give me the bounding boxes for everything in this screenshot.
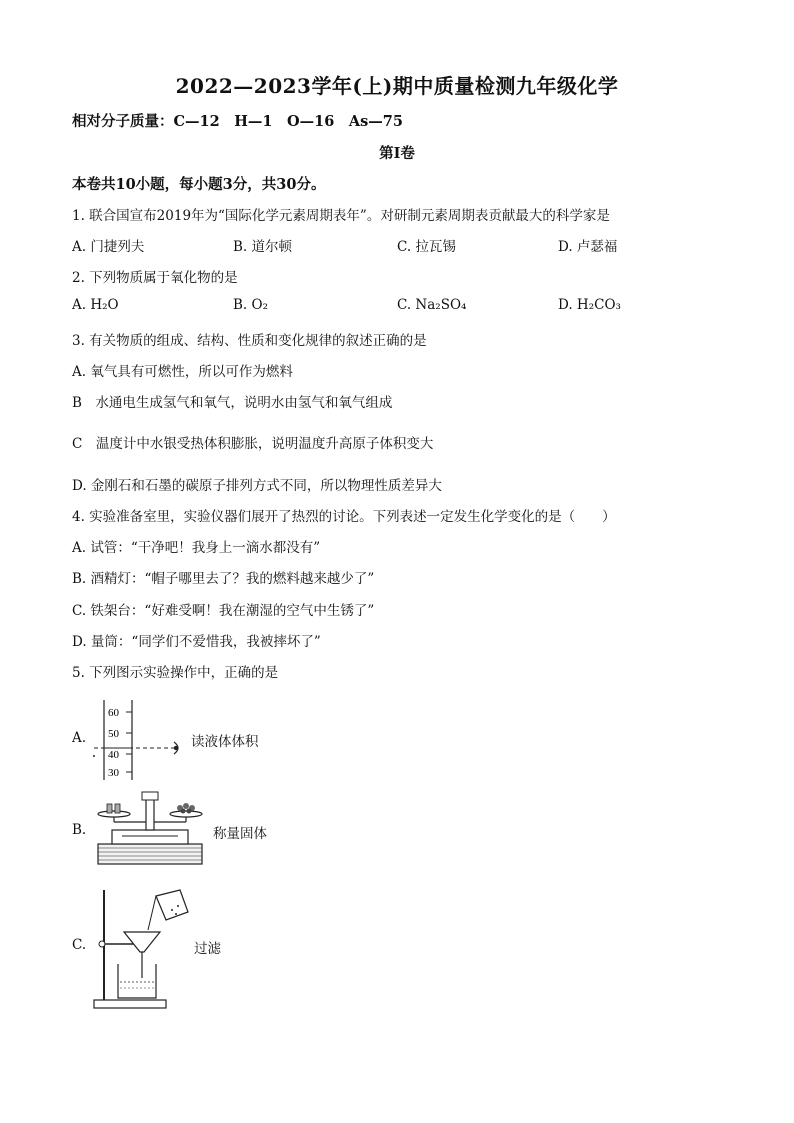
q4-option-a: A. 试管：“干净吧！我身上一滴水都没有” — [72, 540, 321, 556]
volume-heading: 第I卷 — [379, 145, 415, 162]
q5-option-a-caption: 读液体体积 — [191, 734, 259, 750]
beaker-icon — [118, 964, 156, 998]
q4-option-d: D. 量筒：“同学们不爱惜我，我被摔坏了” — [72, 634, 321, 650]
q5-option-b-caption: 称量固体 — [213, 826, 267, 842]
q2-option-a: A. H₂O — [72, 297, 119, 313]
q3-stem: 3. 有关物质的组成、结构、性质和变化规律的叙述正确的是 — [72, 333, 427, 349]
q5-option-c-caption: 过滤 — [194, 941, 221, 957]
q2-option-d: D. H₂CO₃ — [558, 297, 621, 313]
molecular-masses: 相对分子质量：C—12 H—1 O—16 As—75 — [72, 113, 403, 130]
tick-60: 60 — [108, 707, 119, 719]
q1-option-b: B. 道尔顿 — [233, 239, 293, 255]
tick-30: 30 — [108, 767, 119, 779]
q2-stem: 2. 下列物质属于氧化物的是 — [72, 270, 238, 286]
cylinder-reading-figure — [90, 698, 200, 782]
page-title: 2022—2023学年(上)期中质量检测九年级化学 — [175, 74, 619, 98]
q5-stem: 5. 下列图示实验操作中，正确的是 — [72, 665, 279, 681]
q4-option-c: C. 铁架台：“好难受啊！我在潮湿的空气中生锈了” — [72, 603, 375, 619]
q5-option-a-letter: A. — [72, 730, 87, 746]
q3-option-c: C 温度计中水银受热体积膨胀，说明温度升高原子体积变大 — [72, 436, 434, 452]
balance-figure — [94, 790, 206, 868]
q5-option-c-letter: C. — [72, 937, 87, 953]
q1-option-a: A. 门捷列夫 — [72, 239, 145, 255]
filtration-figure — [90, 886, 200, 1010]
tick-50: 50 — [108, 728, 119, 740]
weight-icon — [107, 804, 112, 813]
q3-option-b: B 水通电生成氢气和氧气，说明水由氢气和氧气组成 — [72, 395, 393, 411]
q1-stem: 1. 联合国宣布2019年为“国际化学元素周期表年”。对研制元素周期表贡献最大的科学家是 — [72, 208, 610, 224]
q3-option-a: A. 氧气具有可燃性，所以可作为燃料 — [72, 364, 293, 380]
q4-option-b: B. 酒精灯：“帽子哪里去了？我的燃料越来越少了” — [72, 571, 375, 587]
q4-stem: 4. 实验准备室里，实验仪器们展开了热烈的讨论。下列表述一定发生化学变化的是（ ） — [72, 509, 616, 525]
q5-option-b-letter: B. — [72, 822, 87, 838]
q3-option-d: D. 金刚石和石墨的碳原子排列方式不同，所以物理性质差异大 — [72, 478, 442, 494]
q2-option-b: B. O₂ — [233, 297, 268, 313]
funnel-icon — [124, 932, 160, 952]
q2-option-c: C. Na₂SO₄ — [397, 297, 467, 313]
q1-option-c: C. 拉瓦锡 — [397, 239, 456, 255]
section-note: 本卷共10小题，每小题3分，共30分。 — [72, 176, 326, 193]
tick-40: 40 — [108, 749, 119, 761]
q1-option-d: D. 卢瑟福 — [558, 239, 618, 255]
